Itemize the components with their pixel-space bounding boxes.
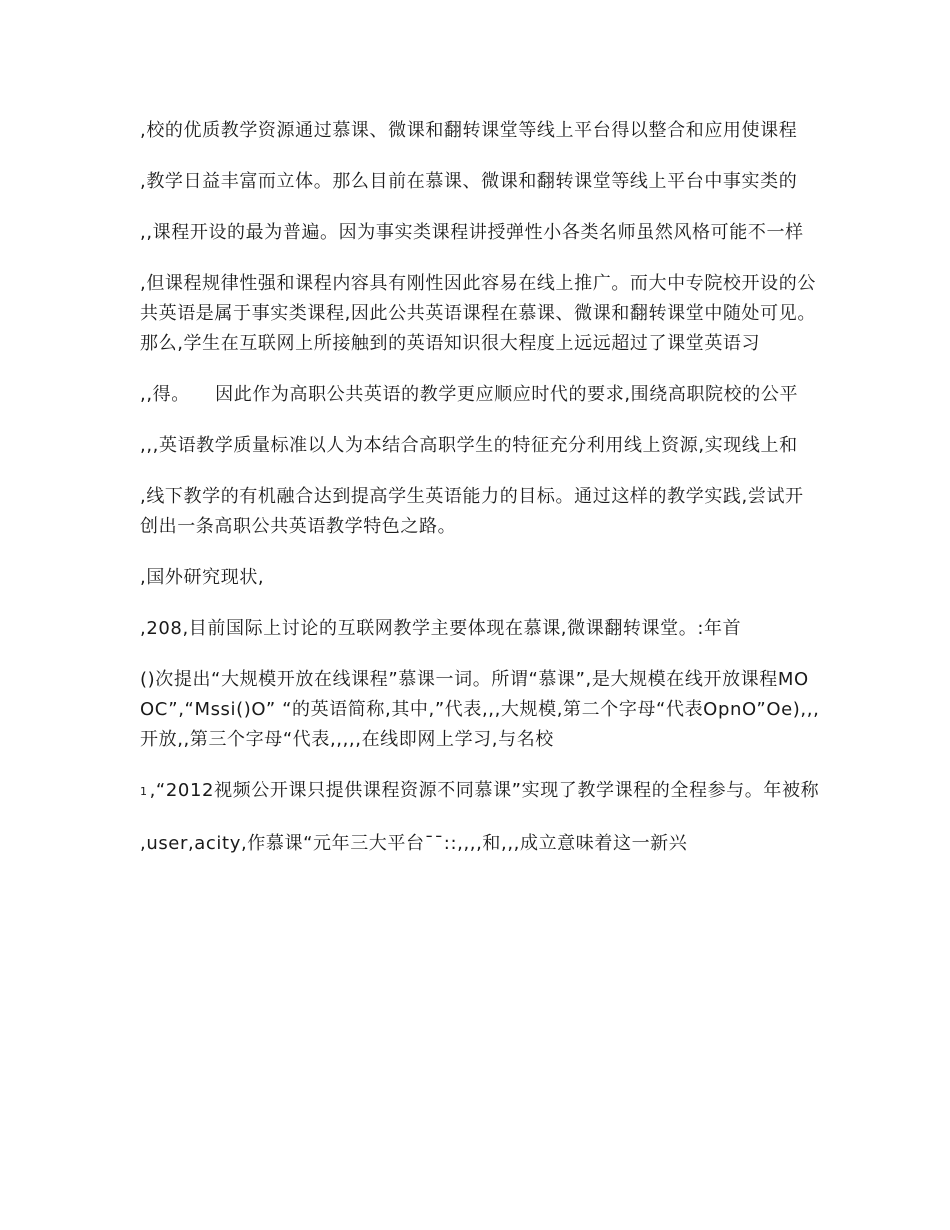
paragraph-12: ,user,acity,作慕课“元年三大平台¯¯::,,,,和,,,成立意味着这一新兴 [140,833,688,854]
paragraph-10: ()次提出“大规模开放在线课程”慕课一词。所谓“慕课”,是大规模在线开放课程MOOC”,“Mssi()O” “的英语简称,其中,”代表,,,大规模,第二个字母“代表OpnO”Oe),,,开放,,第三个字母“代表,,,,,在线即网上学习,与名校 [140,669,820,750]
paragraph-4: ,但课程规律性强和课程内容具有刚性因此容易在线上推广。而大中专院校开设的公共英语是属于事实类课程,因此公共英语课程在慕课、微课和翻转课堂中随处可见。那么,学生在互联网上所接触到的英语知识很大程度上远远超过了课堂英语习 [140,273,816,354]
paragraph-2: ,教学日益丰富而立体。那么目前在慕课、微课和翻转课堂等线上平台中事实类的 [140,171,798,192]
paragraph-9: ,208,目前国际上讨论的互联网教学主要体现在慕课,微课翻转课堂。:年首 [140,618,742,639]
paragraph-3: ,,课程开设的最为普遍。因为事实类课程讲授弹性小各类名师虽然风格可能不一样 [140,222,804,243]
paragraph-5: ,,得。 因此作为高职公共英语的教学更应顺应时代的要求,围绕高职院校的公平 [140,384,799,405]
footnote-marker: 1 [140,785,148,798]
paragraph-11-text: ,“2012视频公开课只提供课程资源不同慕课”实现了教学课程的全程参与。年被称 [149,780,820,801]
paragraph-6: ,,,英语教学质量标准以人为本结合高职学生的特征充分利用线上资源,实现线上和 [140,435,798,456]
paragraph-1: ,校的优质教学资源通过慕课、微课和翻转课堂等线上平台得以整合和应用使课程 [140,120,798,141]
section-heading-foreign-research: ,国外研究现状, [140,567,265,588]
paragraph-11 [140,776,820,808]
paragraph-7: ,线下教学的有机融合达到提高学生英语能力的目标。通过这样的教学实践,尝试开创出一条高职公共英语教学特色之路。 [140,486,804,537]
document-body [140,116,820,880]
